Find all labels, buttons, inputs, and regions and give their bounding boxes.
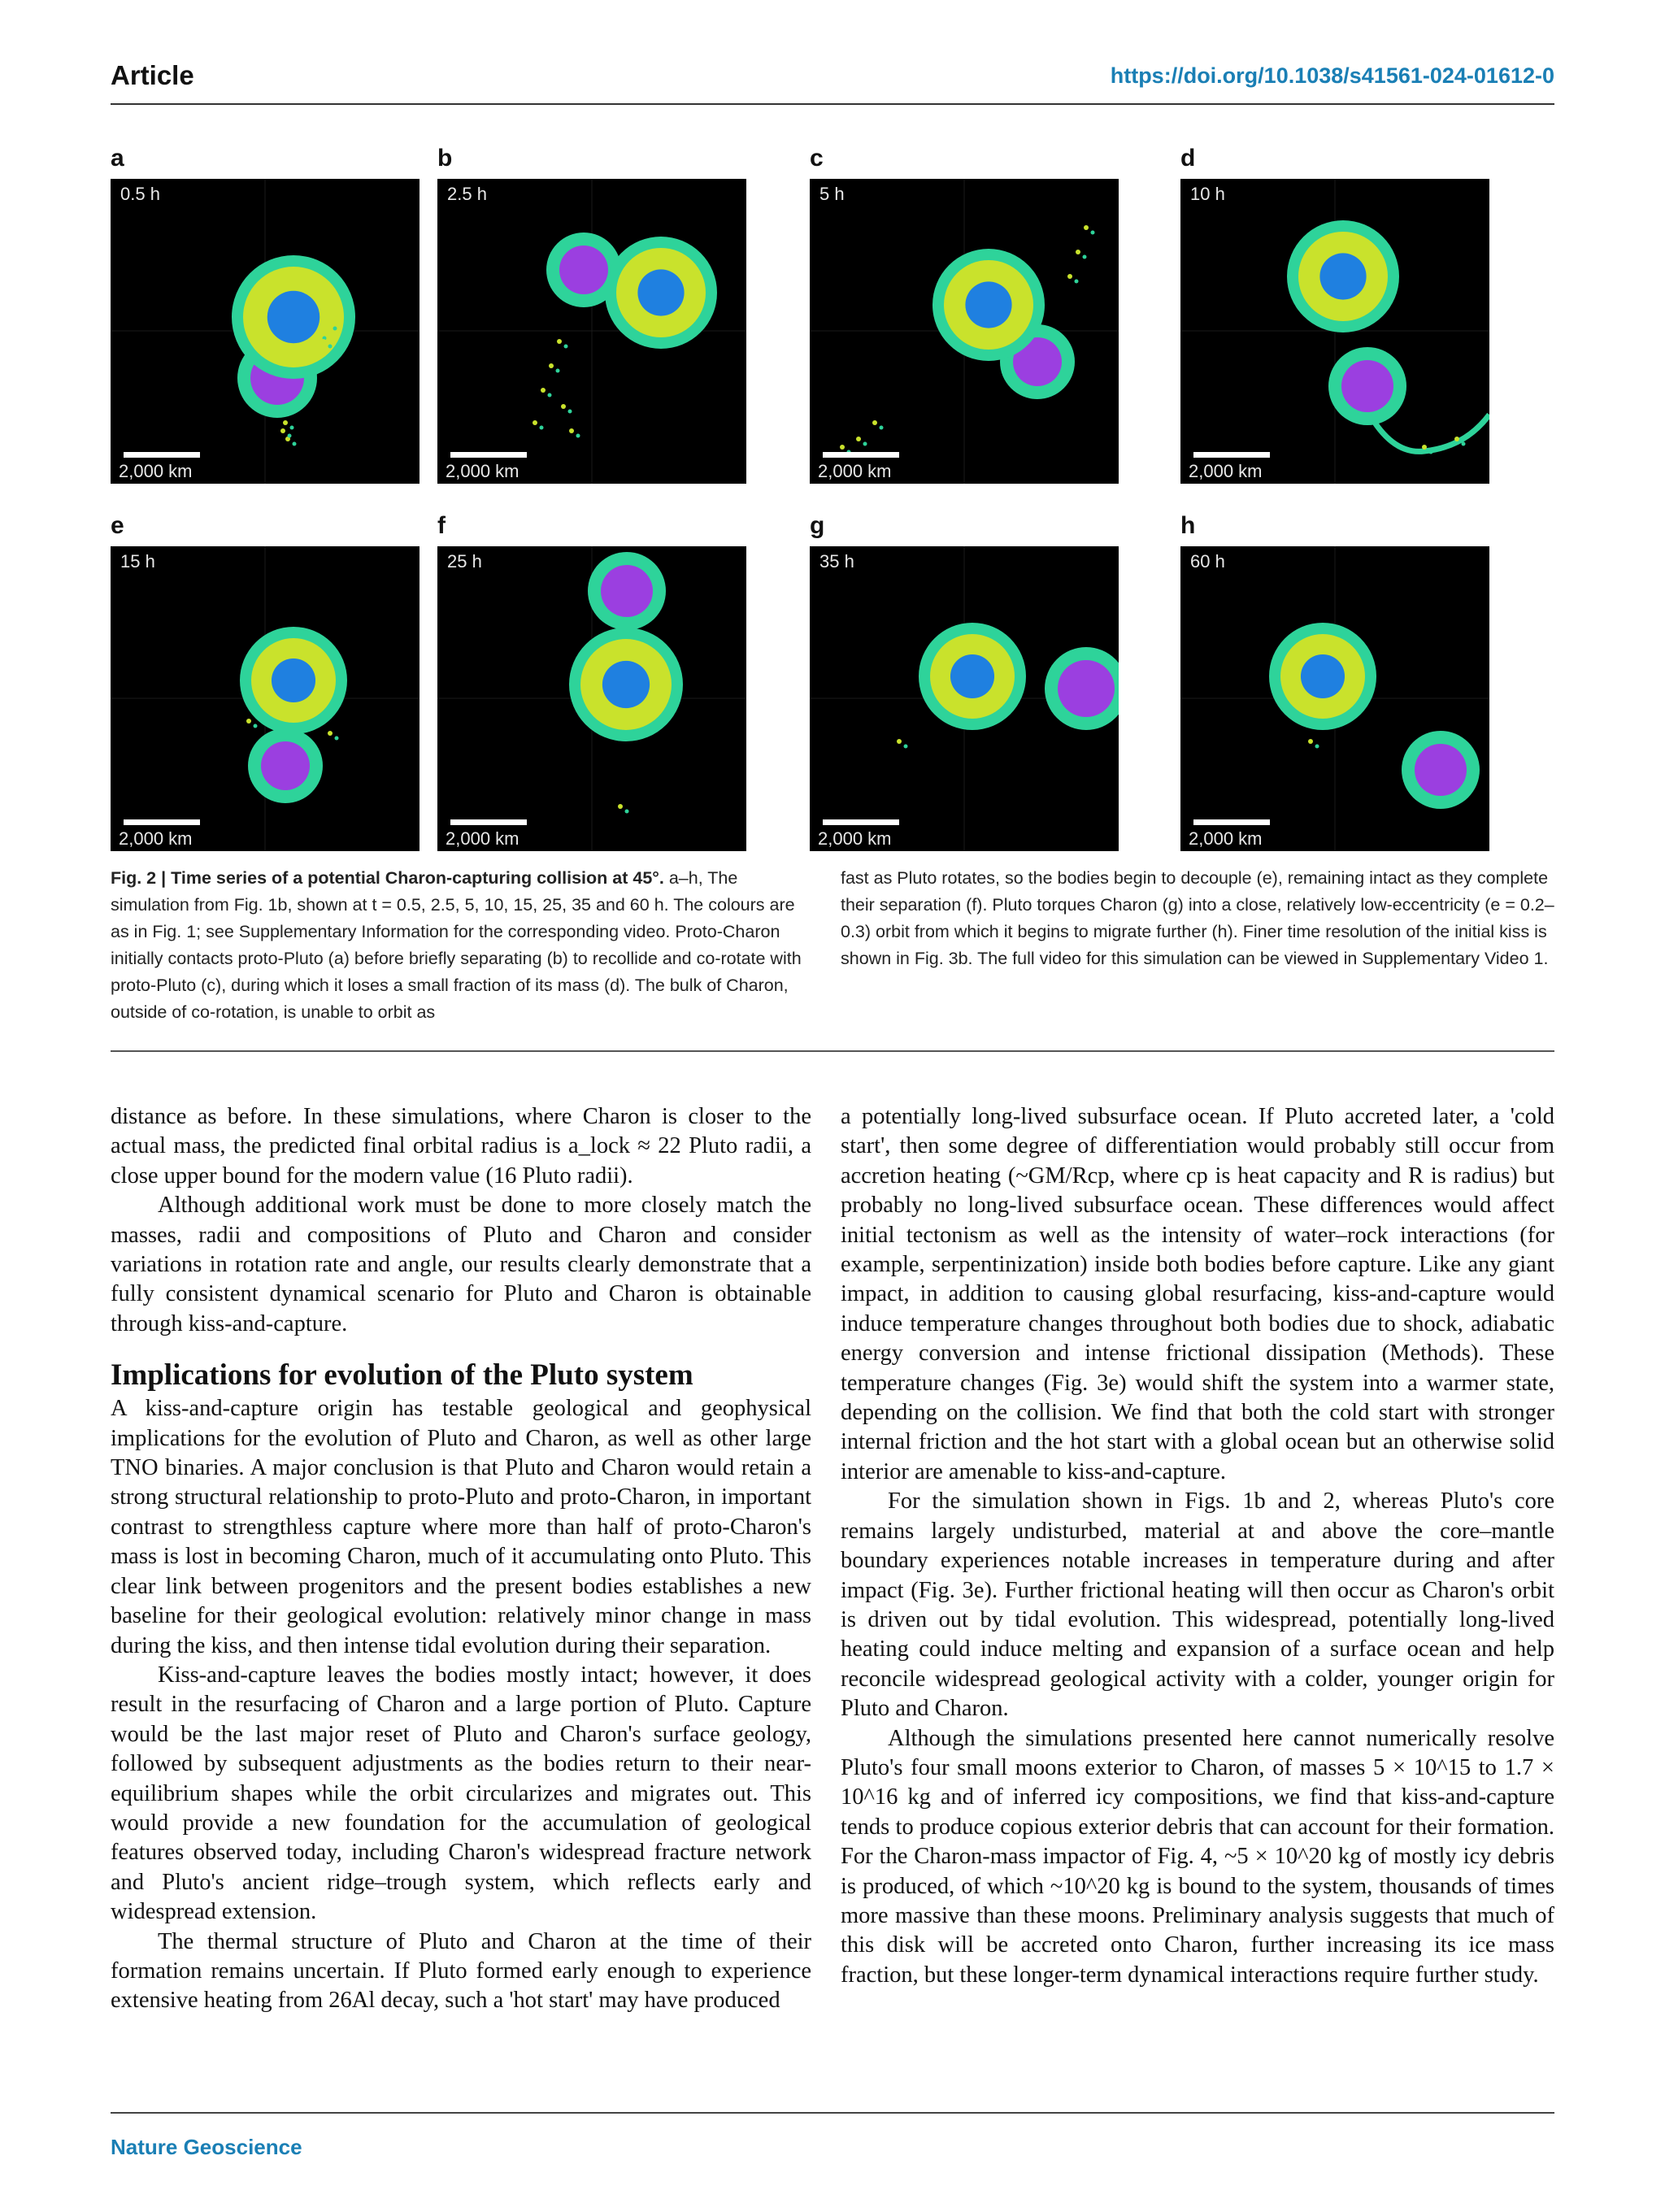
body-left-column [111, 1102, 811, 2016]
debris-particle [569, 428, 574, 433]
panel-time-label: 15 h [120, 551, 155, 571]
scale-bar-label: 2,000 km [446, 828, 519, 849]
debris-particle [1083, 255, 1087, 259]
debris-particle [863, 442, 867, 446]
caption-right-text: fast as Pluto rotates, so the bodies begin to decouple (e), remaining intact as they complete their separation (f). Pluto torques Charon (g) into a close, relatively low-eccentricity (e = 0.2–0.3) orbit from which it begins to migrate further (h). Finer time resolution of the initial kiss is shown in Fig. 3b. The full video for this simulation can be viewed in Supplementary Video 1. [841, 868, 1554, 968]
panel-label-g: g [810, 512, 825, 539]
debris-particle [283, 420, 288, 425]
scale-bar [823, 819, 899, 825]
debris-particle [326, 321, 331, 326]
debris-particle [880, 426, 884, 430]
panel-label-e: e [111, 512, 124, 539]
debris-particle [1091, 231, 1095, 235]
scale-bar [450, 819, 527, 825]
figure-caption-right [841, 865, 1556, 972]
pluto-core [602, 661, 650, 708]
debris-particle [335, 737, 339, 741]
debris-particle [625, 810, 629, 814]
pluto-core [950, 654, 994, 698]
debris-particle [254, 724, 258, 728]
panel-simulation-render [810, 179, 1119, 484]
charon-core [1058, 660, 1115, 717]
scale-bar-label: 2,000 km [818, 828, 892, 849]
pluto-core [272, 658, 315, 702]
charon-core [601, 565, 653, 617]
body-right-column [841, 1102, 1554, 1990]
panel-simulation-render [437, 179, 746, 484]
panel-label-d: d [1180, 145, 1196, 172]
scale-bar-label: 2,000 km [1189, 828, 1263, 849]
panel-d [1180, 179, 1489, 484]
debris-particle [1454, 437, 1459, 441]
panel-time-label: 60 h [1190, 551, 1225, 571]
panel-e [111, 546, 420, 851]
panel-b [437, 179, 746, 484]
debris-particle [1084, 225, 1089, 230]
debris-particle [315, 331, 320, 336]
debris-particle [328, 345, 333, 349]
pluto-core [637, 269, 684, 315]
body-right-paragraph-2: For the simulation shown in Figs. 1b and 2, whereas Pluto's core remains largely undisturbed, material at and above the core–mantle boundary experiences notable increases in temperature during and after impact (Fig. 3e). Further frictional heating will then occur as Charon's orbit is driven out by tidal evolution. This widespread, potentially long-lived heating could induce melting and expansion of a surface ocean and help reconcile widespread geological activity with a colder, younger origin for Pluto and Charon. [841, 1488, 1554, 1722]
debris-particle [1308, 739, 1313, 744]
panel-simulation-render [437, 546, 746, 851]
scale-bar-label: 2,000 km [446, 461, 519, 481]
body-right-paragraph-3: Although the simulations presented here cannot numerically resolve Pluto's four small moons exterior to Charon, of masses 5 × 10^15 to 1.7 × 10^16 kg and of inferred icy compositions, we find that kiss-and-capture tends to produce copious exterior debris that can account for their formation. For the Charon-mass impactor of Fig. 4, ~5 × 10^20 kg of mostly icy debris is produced, of which ~10^20 kg is bound to the system, thousands of times more massive than these moons. Preliminary analysis suggests that much of this disk will be accreted onto Charon, further increasing its ice mass fraction, but these longer-term dynamical interactions require further study. [841, 1725, 1554, 1988]
debris-particle [1422, 445, 1427, 450]
panel-a [111, 179, 420, 484]
debris-particle [618, 804, 623, 809]
charon-core [1415, 744, 1467, 796]
debris-particle [1315, 745, 1319, 749]
debris-particle [549, 363, 554, 368]
debris-particle [561, 404, 566, 409]
body-left-paragraph-1: distance as before. In these simulations, where Charon is closer to the actual mass, the predicted final orbital radius is a_lock ≈ 22 Pluto radii, a close upper bound for the modern value (16 Pluto radii). [111, 1104, 811, 1189]
scale-bar [124, 452, 200, 458]
debris-particle [1429, 450, 1433, 454]
panel-h [1180, 546, 1489, 851]
debris-particle [548, 393, 552, 398]
caption-rule [111, 1050, 1554, 1052]
charon-core [559, 246, 608, 294]
scale-bar-label: 2,000 km [818, 461, 892, 481]
panel-label-b: b [437, 145, 453, 172]
debris-particle [1067, 274, 1072, 279]
scale-bar [450, 452, 527, 458]
article-label: Article [111, 60, 194, 90]
panel-time-label: 10 h [1190, 184, 1225, 204]
panel-label-h: h [1180, 512, 1196, 539]
panel-simulation-render [111, 179, 420, 484]
debris-particle [904, 745, 908, 749]
pluto-core [1319, 253, 1366, 299]
body-right-paragraph-1: a potentially long-lived subsurface ocean. If Pluto accreted later, a 'cold start', then some degree of differentiation would probably still occur from accretion heating (~GM/Rcp, where cp is heat capacity and R is radius) but probably no long-lived subsurface ocean. These differences would affect initial tectonism as well as the intensity of water–rock interactions (for example, serpentinization) inside both bodies before capture. Like any giant impact, in addition to causing global resurfacing, kiss-and-capture would induce temperature changes throughout both bodies due to shock, adiabatic energy conversion and intense frictional dissipation (Methods). These temperature changes (Fig. 3e) would shift the system into a warmer state, depending on the collision. We find that both the cold start with stronger internal friction and the hot start with a global ocean but an otherwise solid interior are amenable to kiss-and-capture. [841, 1104, 1554, 1484]
body-left-paragraph-4: Kiss-and-capture leaves the bodies mostly intact; however, it does result in the resurfacing of Charon and a large portion of Pluto. Capture would be the last major reset of Pluto and Charon's surface geology, followed by subsequent adjustments as the bodies return to their near-equilibrium shapes while the orbit circularizes and migrates out. This would provide a new foundation for the accumulation of geological features observed today, including Charon's widespread fracture network and Pluto's ancient ridge–trough system, which reflects early and widespread extension. [111, 1662, 811, 1925]
panel-label-a: a [111, 145, 124, 172]
debris-particle [1076, 250, 1080, 254]
scale-bar [1193, 819, 1270, 825]
pluto-core [1301, 654, 1345, 698]
debris-particle [1075, 280, 1079, 284]
panel-time-label: 35 h [819, 551, 854, 571]
panel-time-label: 5 h [819, 184, 845, 204]
debris-particle [568, 410, 572, 414]
pluto-core [267, 291, 320, 343]
debris-particle [290, 426, 294, 430]
figure-caption-left [111, 865, 811, 1026]
section-title: Implications for evolution of the Pluto system [111, 1358, 693, 1393]
debris-particle [541, 388, 546, 393]
pluto-core [965, 281, 1011, 328]
panel-simulation-render [1180, 546, 1489, 851]
debris-particle [557, 339, 562, 344]
scale-bar [1193, 452, 1270, 458]
panel-label-c: c [810, 145, 824, 172]
debris-particle [333, 327, 337, 331]
debris-particle [533, 420, 537, 425]
panel-time-label: 2.5 h [447, 184, 487, 204]
debris-particle [897, 739, 902, 744]
header-rule [111, 103, 1554, 105]
body-left-paragraph-2: Although additional work must be done to more closely match the masses, radii and compositions of Pluto and Charon and consider variations in rotation rate and angle, our results clearly demonstrate that a fully consistent dynamical scenario for Pluto and Charon is obtainable through kiss-and-capture. [111, 1193, 811, 1336]
body-left-paragraph-5: The thermal structure of Pluto and Charon at the time of their formation remains uncertain. If Pluto formed early enough to experience extensive heating from 26Al decay, such a 'hot start' may have produced [111, 1928, 811, 2014]
scale-bar [823, 452, 899, 458]
panel-simulation-render [111, 546, 420, 851]
debris-particle [328, 731, 333, 736]
charon-core [261, 741, 310, 790]
scale-bar-label: 2,000 km [119, 461, 193, 481]
debris-particle [293, 442, 297, 446]
debris-particle [280, 428, 285, 433]
debris-particle [246, 719, 251, 724]
panel-simulation-render [1180, 179, 1489, 484]
scale-bar-label: 2,000 km [119, 828, 193, 849]
debris-particle [1462, 442, 1466, 446]
panel-label-f: f [437, 512, 446, 539]
debris-particle [840, 445, 845, 450]
debris-particle [540, 426, 544, 430]
panel-c [810, 179, 1119, 484]
debris-particle [856, 437, 861, 441]
panel-simulation-render [810, 546, 1119, 851]
footer-rule [111, 2112, 1554, 2114]
panel-time-label: 0.5 h [120, 184, 160, 204]
caption-fig-label: Fig. 2 | Time series of a potential Charon-capturing collision at 45°. [111, 868, 664, 888]
debris-particle [872, 420, 877, 425]
charon-core [1341, 360, 1393, 412]
doi-link[interactable]: https://doi.org/10.1038/s41561-024-01612-0 [1110, 63, 1554, 88]
journal-name: Nature Geoscience [111, 2135, 302, 2159]
body-left-paragraph-3: A kiss-and-capture origin has testable geological and geophysical implications for the evolution of Pluto and Charon, as well as other large TNO binaries. A major conclusion is that Pluto and Charon would retain a strong structural relationship to proto-Pluto and proto-Charon, in important contrast to strengthless capture where more than half of proto-Charon's mass is lost in becoming Charon, much of it accumulating onto Pluto. This clear link between progenitors and the present bodies establishes a new baseline for their geological evolution: relatively minor change in mass during the kiss, and then intense tidal evolution during their separation. [111, 1396, 811, 1658]
scale-bar-label: 2,000 km [1189, 461, 1263, 481]
debris-particle [288, 434, 292, 438]
panel-time-label: 25 h [447, 551, 482, 571]
debris-particle [564, 345, 568, 349]
debris-particle [556, 369, 560, 373]
debris-particle [321, 339, 326, 344]
panel-f [437, 546, 746, 851]
scale-bar [124, 819, 200, 825]
caption-left-text: a–h, The simulation from Fig. 1b, shown at t = 0.5, 2.5, 5, 10, 15, 25, 35 and 60 h. The colours are as in Fig. 1; see Supplementary Information for the corresponding video. Proto-Charon initially contacts proto-Pluto (a) before briefly separating (b) to recollide and co-rotate with proto-Pluto (c), during which it loses a small fraction of its mass (d). The bulk of Charon, outside of co-rotation, is unable to orbit as [111, 868, 802, 1022]
debris-particle [576, 434, 580, 438]
panel-g [810, 546, 1119, 851]
